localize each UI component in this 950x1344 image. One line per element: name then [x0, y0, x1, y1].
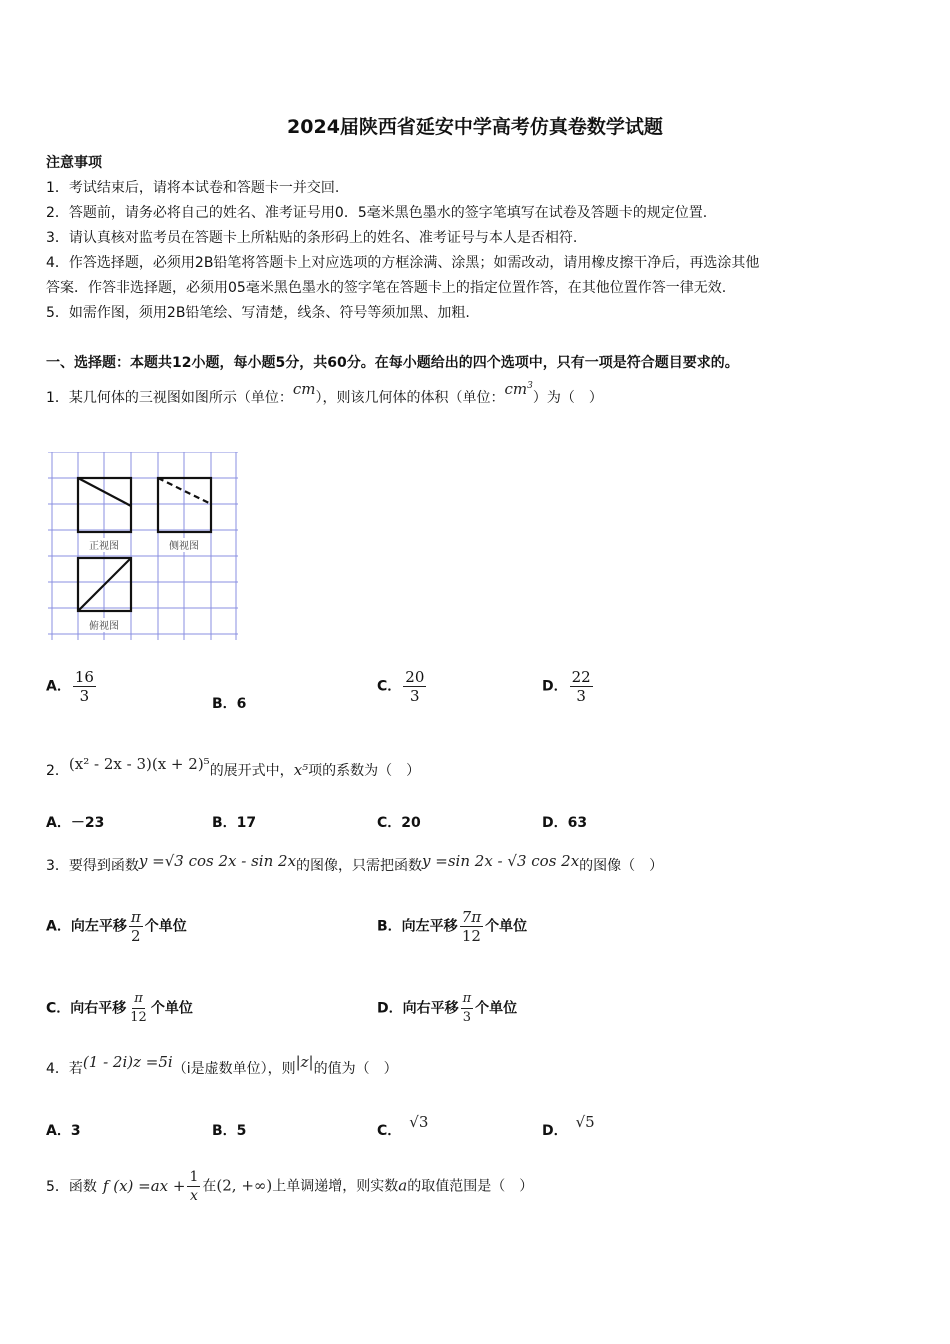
q3-function-1: y =√3 cos 2x - sin 2x — [138, 852, 297, 870]
label-side-view: 侧视图 — [169, 541, 199, 552]
label-front-view: 正视图 — [89, 541, 119, 552]
notice-item: 2．答题前，请务必将自己的姓名、准考证号用0．5毫米黑色墨水的签字笔填写在试卷及答题卡的规定位置. — [46, 205, 708, 221]
q1-text-c: ）为（ ） — [532, 390, 603, 406]
q2-option-b: B．17 — [212, 815, 257, 831]
q4-option-d: D． √5 — [542, 1113, 595, 1139]
notice-item: 5．如需作图，须用2B铅笔绘、写清楚，线条、符号等须加黑、加粗. — [46, 305, 470, 321]
question-1 — [46, 380, 603, 407]
q4-option-b: B．5 — [212, 1123, 247, 1139]
notice-item: 4．作答选择题，必须用2B铅笔将答题卡上对应选项的方框涂满、涂黑；如需改动，请用橡皮擦干净后，再选涂其他 — [46, 255, 760, 271]
q2-option-d: D．63 — [542, 815, 588, 831]
q3-option-c: C．向右平移 $\frac{\pi}{12}$ 个单位 — [46, 991, 193, 1025]
q4-equation: (1 - 2i)z =5i — [82, 1053, 173, 1071]
q2-option-a: A．－23 — [46, 815, 105, 831]
page-title: 2024届陕西省延安中学高考仿真卷数学试题 — [287, 116, 663, 138]
q1-option-b: B．6 — [212, 696, 247, 712]
q1-text-b: ），则该几何体的体积（单位： — [315, 390, 505, 406]
question-2: 2．(x² - 2x - 3)(x + 2)⁵的展开式中，x⁵项的系数为（ ） — [46, 755, 421, 779]
q3-function-2: y =sin 2x - √3 cos 2x — [422, 852, 580, 870]
q2-option-c: C．20 — [377, 815, 421, 831]
q4-option-a: A．3 — [46, 1123, 81, 1139]
q5-interval: (2, +∞) — [216, 1176, 273, 1195]
q1-option-d: D． $\frac{22}{3}$ — [542, 668, 591, 705]
q5-fraction: $\frac{1}{x}$ — [189, 1169, 199, 1204]
grid-lines — [48, 452, 238, 640]
three-view-figure — [48, 452, 238, 640]
q5-function: f (x) =ax + — [102, 1176, 186, 1195]
section-heading: 一、选择题：本题共12小题，每小题5分，共60分。在每小题给出的四个选项中，只有一项是符合题目要求的。 — [46, 355, 739, 371]
notice-item: 答案．作答非选择题，必须用05毫米黑色墨水的签字笔在答题卡上的指定位置作答，在其他位置作答一律无效. — [46, 280, 727, 296]
q1-unit-cm: cm — [292, 380, 316, 398]
q2-term: x⁵ — [293, 761, 309, 779]
q3-option-b: B．向左平移 $\frac{7\pi}{12}$ 个单位 — [377, 908, 528, 945]
q1-option-a: A． $\frac{16}{3}$ — [46, 668, 94, 705]
q1-unit-cm3: $cm^3$ — [504, 380, 533, 398]
q3-option-a: A．向左平移 $\frac{\pi}{2}$ 个单位 — [46, 908, 187, 945]
question-5: 5．函数 f (x) =ax + $\frac{1}{x}$ 在(2, +∞)上单调递增，则实数a的取值范围是（ ） — [46, 1169, 534, 1204]
q4-option-c: C． √3 — [377, 1113, 429, 1139]
q1-text-a: 1．某几何体的三视图如图所示（单位： — [46, 390, 293, 406]
q5-variable: a — [398, 1176, 408, 1195]
question-3: 3．要得到函数y =√3 cos 2x - sin 2x的图像，只需把函数y =sin 2x - √3 cos 2x的图像（ ） — [46, 852, 664, 874]
q3-option-d: D．向右平移 $\frac{\pi}{3}$ 个单位 — [377, 991, 518, 1025]
q4-modulus: |z| — [295, 1053, 314, 1071]
notice-heading: 注意事项 — [46, 155, 102, 171]
q1-option-c: C． $\frac{20}{3}$ — [377, 668, 425, 705]
q2-expression: (x² - 2x - 3)(x + 2)⁵ — [68, 755, 210, 773]
notice-item: 1．考试结束后，请将本试卷和答题卡一并交回. — [46, 180, 340, 196]
three-view-diagram — [48, 452, 238, 640]
notice-item: 3．请认真核对监考员在答题卡上所粘贴的条形码上的姓名、准考证号与本人是否相符. — [46, 230, 578, 246]
label-top-view: 俯视图 — [89, 621, 119, 632]
question-4: 4．若(1 - 2i)z =5i（i是虚数单位），则|z|的值为（ ） — [46, 1053, 398, 1077]
